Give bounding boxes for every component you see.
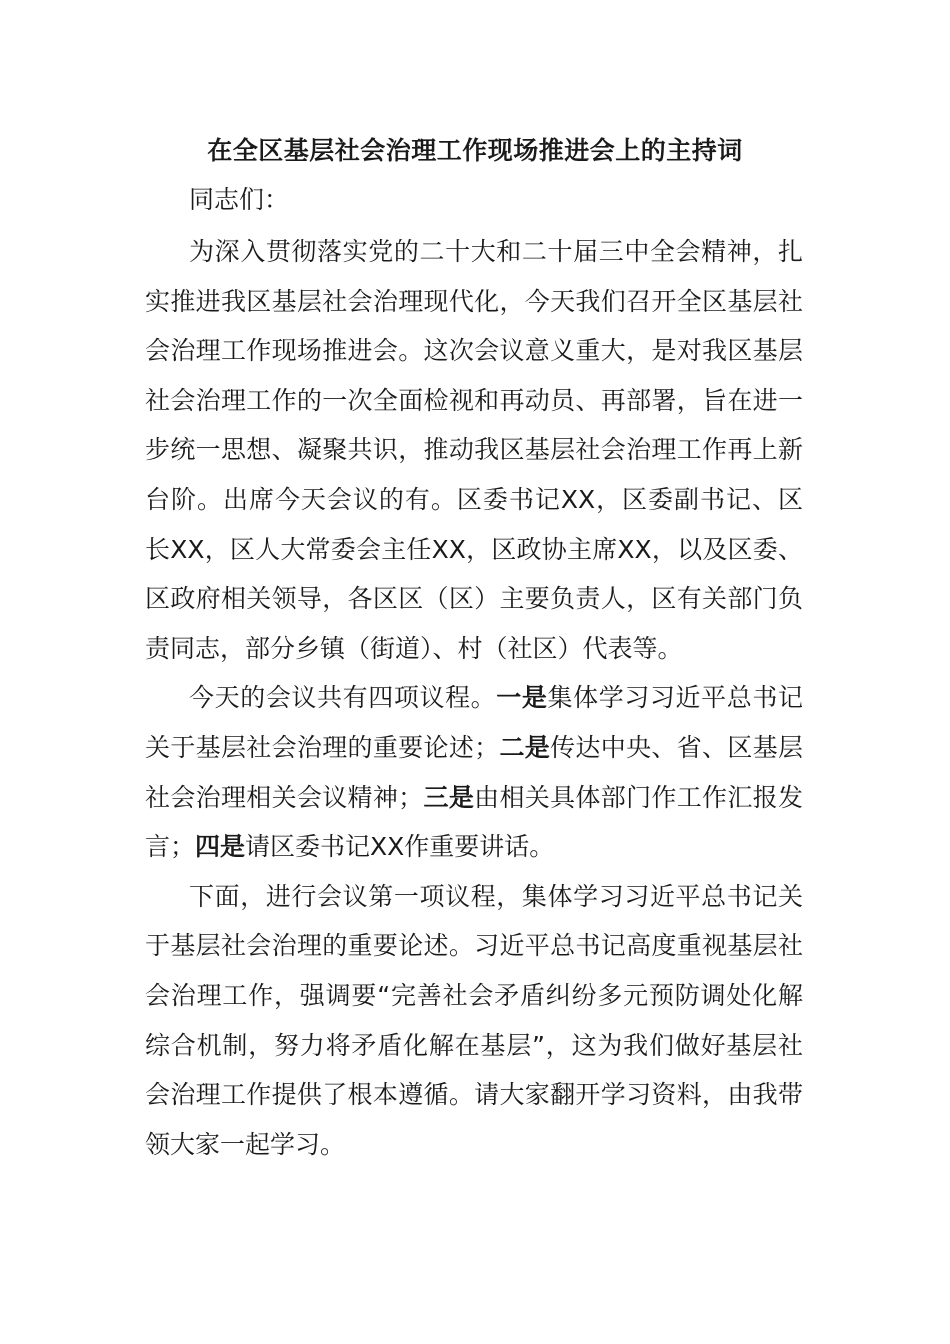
agenda-intro: 今天的会议共有四项议程。 [189,683,497,713]
agenda-item-1-text: 集体学习习近平总书记关于基层社会治理的重要论述； [145,683,803,762]
agenda-item-3-label: 三是 [423,782,475,812]
agenda-item-3-text: 由相关具体部门作工作汇报发言； [145,782,803,862]
greeting: 同志们： [189,185,290,214]
agenda-item-4-label: 四是 [195,832,246,862]
agenda-item-2-text: 传达中央、省、区基层社会治理相关会议精神； [145,732,803,812]
agenda-item-2-label: 二是 [499,732,551,762]
document-body [145,180,803,1169]
paragraph-agenda [145,673,803,871]
document-title: 在全区基层社会治理工作现场推进会上的主持词 [207,136,743,165]
paragraph-first-item: 下面，进行会议第一项议程，集体学习习近平总书记关于基层社会治理的重要论述。习近平总书记高度重视基层社会治理工作，强调要“完善社会矛盾纠纷多元预防调处化解综合机制，努力将矛盾化解在基层”，这为我们做好基层社会治理工作提供了根本遵循。请大家翻开学习资料，由我带领大家一起学习。 [145,881,803,1159]
agenda-item-1-label: 一是 [496,683,548,713]
paragraph-opening: 为深入贯彻落实党的二十大和二十届三中全会精神，扎实推进我区基层社会治理现代化，今天我们召开全区基层社会治理工作现场推进会。这次会议意义重大，是对我区基层社会治理工作的一次全面检视和再动员、再部署，旨在进一步统一思想、凝聚共识，推动我区基层社会治理工作再上新台阶。出席今天会议的有。区委书记XX，区委副书记、区长XX，区人大常委会主任XX，区政协主席XX，以及区委、区政府相关领导，各区区（区）主要负责人，区有关部门负责同志，部分乡镇（街道）、村（社区）代表等。 [145,237,803,663]
agenda-item-4-text: 请区委书记XX作重要讲话。 [245,832,555,862]
